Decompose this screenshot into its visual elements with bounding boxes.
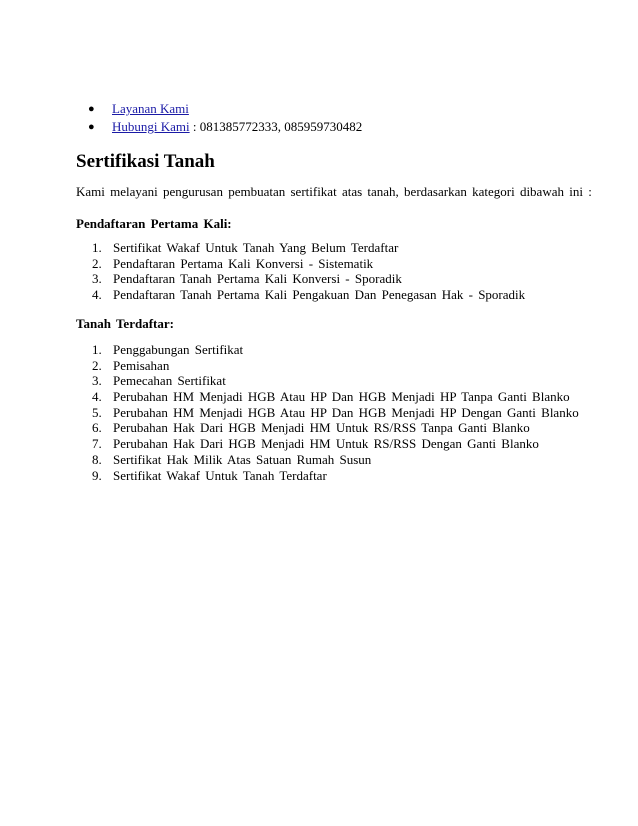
layanan-kami-link[interactable]: Layanan Kami bbox=[112, 101, 189, 116]
list-item bbox=[76, 271, 525, 287]
tanah-terdaftar-list bbox=[76, 342, 579, 483]
list-number: 3. bbox=[92, 271, 102, 287]
list-item bbox=[76, 452, 579, 468]
list-number: 3. bbox=[92, 373, 102, 389]
list-item bbox=[76, 240, 525, 256]
list-item-text: Perubahan Hak Dari HGB Menjadi HM Untuk RS/RSS Tanpa Ganti Blanko bbox=[113, 420, 530, 436]
list-number: 4. bbox=[92, 287, 102, 303]
list-item bbox=[88, 100, 362, 118]
list-number: 4. bbox=[92, 389, 102, 405]
list-item-text: Perubahan HM Menjadi HGB Atau HP Dan HGB Menjadi HP Dengan Ganti Blanko bbox=[113, 404, 579, 420]
bullet-icon: ● bbox=[88, 103, 95, 115]
list-item bbox=[88, 118, 362, 136]
list-number: 2. bbox=[92, 255, 102, 271]
list-item bbox=[76, 420, 579, 436]
list-item-text: Sertifikat Hak Milik Atas Satuan Rumah Susun bbox=[113, 451, 372, 467]
pendaftaran-list bbox=[76, 240, 525, 303]
list-item-text: Perubahan Hak Dari HGB Menjadi HM Untuk RS/RSS Dengan Ganti Blanko bbox=[113, 436, 539, 452]
list-item-text: Sertifikat Wakaf Untuk Tanah Terdaftar bbox=[113, 467, 327, 483]
list-item bbox=[76, 373, 579, 389]
list-item-text: Pemisahan bbox=[113, 357, 170, 373]
bullet-icon: ● bbox=[88, 121, 95, 133]
contact-phone-numbers: : 081385772333, 085959730482 bbox=[189, 119, 363, 134]
list-number: 5. bbox=[92, 404, 102, 420]
intro-paragraph: Kami melayani pengurusan pembuatan sertifikat atas tanah, berdasarkan kategori dibawah ini : bbox=[76, 184, 592, 199]
list-item bbox=[76, 342, 579, 358]
list-item-text: Pemecahan Sertifikat bbox=[113, 373, 226, 389]
list-item bbox=[76, 256, 525, 272]
page-title: Sertifikasi Tanah bbox=[76, 151, 215, 172]
list-number: 7. bbox=[92, 436, 102, 452]
list-item bbox=[76, 358, 579, 374]
list-item bbox=[76, 287, 525, 303]
list-item bbox=[76, 468, 579, 484]
list-number: 1. bbox=[92, 342, 102, 357]
list-item bbox=[76, 389, 579, 405]
section-heading-tanah-terdaftar: Tanah Terdaftar: bbox=[76, 316, 174, 331]
nav-link-list bbox=[88, 100, 362, 136]
list-item-text: Pendaftaran Tanah Pertama Kali Konversi - Sporadik bbox=[113, 271, 402, 287]
list-item bbox=[76, 436, 579, 452]
list-number: 2. bbox=[92, 357, 102, 373]
list-number: 6. bbox=[92, 420, 102, 436]
list-item bbox=[76, 405, 579, 421]
list-number: 9. bbox=[92, 467, 102, 483]
list-item-text: Pendaftaran Tanah Pertama Kali Pengakuan Dan Penegasan Hak - Sporadik bbox=[113, 287, 526, 303]
list-number: 8. bbox=[92, 451, 102, 467]
section-heading-pendaftaran: Pendaftaran Pertama Kali: bbox=[76, 216, 232, 231]
list-item-text: Sertifikat Wakaf Untuk Tanah Yang Belum Terdaftar bbox=[113, 240, 399, 255]
list-item-text: Pendaftaran Pertama Kali Konversi - Sistematik bbox=[113, 255, 374, 271]
hubungi-kami-link[interactable]: Hubungi Kami bbox=[112, 119, 190, 134]
list-item-text: Penggabungan Sertifikat bbox=[113, 342, 244, 357]
list-number: 1. bbox=[92, 240, 102, 255]
list-item-text: Perubahan HM Menjadi HGB Atau HP Dan HGB Menjadi HP Tanpa Ganti Blanko bbox=[113, 389, 570, 405]
